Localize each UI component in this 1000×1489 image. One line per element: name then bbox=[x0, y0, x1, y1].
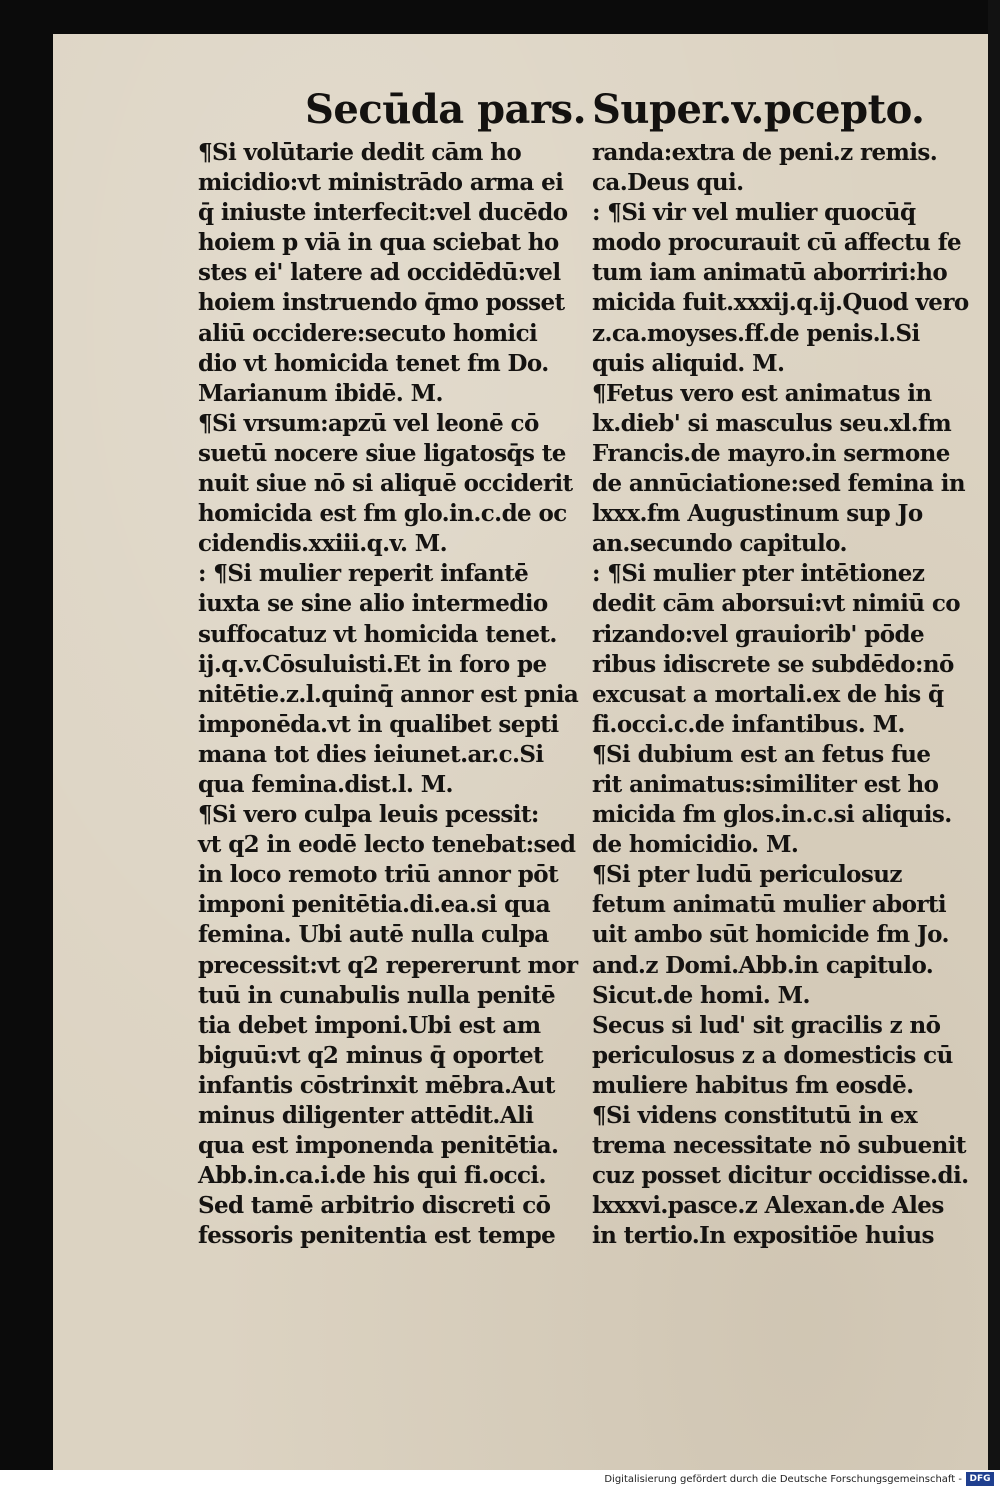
text-line: vt q2 in eodē lecto tenebat:sed bbox=[198, 831, 576, 859]
text-line: stes ei' latere ad occidēdū:vel bbox=[198, 259, 561, 287]
text-line: in loco remoto triū annor pōt bbox=[198, 861, 558, 889]
text-line: nitētie.z.l.quinq̄ annor est pnia bbox=[198, 680, 579, 708]
text-line: ¶Si vrsum:apzū vel leonē cō bbox=[198, 409, 539, 437]
text-line: Francis.de mayro.in sermone bbox=[592, 439, 950, 467]
text-line: cuz posset dicitur occidisse.di. bbox=[592, 1162, 969, 1190]
text-line: Sicut.de homi. M. bbox=[592, 981, 810, 1009]
text-line: quis aliquid. M. bbox=[592, 349, 785, 377]
text-line: suffocatuz vt homicida tenet. bbox=[198, 620, 557, 648]
text-line: ¶Si pter ludū periculosuz bbox=[592, 861, 902, 889]
text-line: tia debet imponi.Ubi est am bbox=[198, 1011, 541, 1039]
text-line: rit animatus:similiter est ho bbox=[592, 770, 939, 798]
text-line: uit ambo sūt homicide fm Jo. bbox=[592, 921, 949, 949]
text-line: minus diligenter attēdit.Ali bbox=[198, 1102, 534, 1129]
text-line: imponēda.vt in qualibet septi bbox=[198, 710, 559, 738]
text-line: qua femina.dist.l. M. bbox=[198, 770, 453, 798]
text-line: an.secundo capitulo. bbox=[592, 530, 847, 558]
text-line: periculosus z a domesticis cū bbox=[592, 1041, 953, 1069]
text-line: lxxx.fm Augustinum sup Jo bbox=[592, 500, 923, 528]
text-line: tuū in cunabulis nulla penitē bbox=[198, 981, 555, 1009]
text-line: homicida est fm glo.in.c.de oc bbox=[198, 500, 567, 528]
text-line: micida fm glos.in.c.si aliquis. bbox=[592, 801, 952, 829]
text-line: lx.dieb' si masculus seu.xl.fm bbox=[592, 409, 952, 437]
text-line: suetū nocere siue ligatosq̄s te bbox=[198, 439, 566, 467]
text-line: aliū occidere:secuto homici bbox=[198, 319, 538, 347]
text-line: q̄ iniuste interfecit:vel ducēdo bbox=[198, 199, 568, 227]
footer-bar bbox=[0, 1470, 1000, 1489]
text-line: in tertio.In expositiōe huius bbox=[592, 1222, 934, 1250]
text-line: iuxta se sine alio intermedio bbox=[198, 590, 548, 618]
text-line: tum iam animatū aborriri:ho bbox=[592, 259, 948, 287]
text-line: z.ca.moyses.ff.de penis.l.Si bbox=[592, 319, 920, 347]
text-line: qua est imponenda penitētia. bbox=[198, 1132, 559, 1160]
text-line: biguū:vt q2 minus q̄ oportet bbox=[198, 1041, 544, 1069]
running-head-left: Secūda pars. bbox=[305, 86, 586, 133]
text-line: rizando:vel grauiorib' pōde bbox=[592, 620, 925, 648]
text-line: precessit:vt q2 repererunt mor bbox=[198, 951, 578, 979]
text-line: dedit cām aborsui:vt nimiū co bbox=[592, 590, 960, 618]
text-line: trema necessitate nō subuenit bbox=[592, 1132, 966, 1160]
text-line: Sed tamē arbitrio discreti cō bbox=[198, 1192, 551, 1220]
text-line: hoiem p viā in qua sciebat ho bbox=[198, 229, 559, 257]
text-line: and.z Domi.Abb.in capitulo. bbox=[592, 951, 934, 979]
text-line: excusat a mortali.ex de his q̄ bbox=[592, 680, 944, 708]
text-line: muliere habitus fm eosdē. bbox=[592, 1071, 914, 1099]
text-line: lxxxvi.pasce.z Alexan.de Ales bbox=[592, 1192, 944, 1220]
text-line: Abb.in.ca.i.de his qui fi.occi. bbox=[198, 1162, 546, 1190]
running-head-right: Super.v.pcepto. bbox=[592, 86, 925, 133]
text-line: : ¶Si mulier pter intētionez bbox=[592, 560, 925, 588]
text-line: ¶Si vero culpa leuis pcessit: bbox=[198, 801, 539, 829]
text-line: ribus idiscrete se subdēdo:nō bbox=[592, 650, 954, 678]
text-line: fetum animatū mulier aborti bbox=[592, 891, 947, 919]
text-line: modo procurauit cū affectu fe bbox=[592, 229, 962, 257]
text-line: Secus si lud' sit gracilis z nō bbox=[592, 1011, 941, 1039]
text-line: randa:extra de peni.z remis. bbox=[592, 139, 938, 166]
dfg-logo: DFG bbox=[966, 1472, 994, 1486]
text-line: ca.Deus qui. bbox=[592, 169, 744, 197]
text-line: de homicidio. M. bbox=[592, 831, 799, 859]
left-text-column bbox=[198, 138, 588, 1251]
text-line: mana tot dies ieiunet.ar.c.Si bbox=[198, 740, 544, 768]
scan-edge bbox=[988, 0, 1000, 1470]
text-line: ¶Fetus vero est animatus in bbox=[592, 379, 932, 407]
text-line: ij.q.v.Cōsuluisti.Et in foro pe bbox=[198, 650, 547, 678]
text-line: cidendis.xxiii.q.v. M. bbox=[198, 530, 448, 558]
text-line: Marianum ibidē. M. bbox=[198, 379, 443, 407]
text-line: micida fuit.xxxij.q.ij.Quod vero bbox=[592, 289, 969, 317]
text-line: ¶Si dubium est an fetus fue bbox=[592, 740, 931, 768]
text-line: dio vt homicida tenet fm Do. bbox=[198, 349, 549, 377]
text-line: nuit siue nō si aliquē occiderit bbox=[198, 470, 573, 498]
footer-credit: Digitalisierung gefördert durch die Deutsche Forschungsgemeinschaft - bbox=[604, 1474, 962, 1485]
text-line: fessoris penitentia est tempe bbox=[198, 1222, 556, 1250]
text-line: fi.occi.c.de infantibus. M. bbox=[592, 710, 905, 738]
right-text-column bbox=[592, 138, 987, 1251]
text-line: : ¶Si vir vel mulier quocūq̄ bbox=[592, 199, 916, 227]
text-line: de annūciatione:sed femina in bbox=[592, 470, 965, 498]
text-line: hoiem instruendo q̄mo posset bbox=[198, 289, 565, 317]
text-line: infantis cōstrinxit mēbra.Aut bbox=[198, 1071, 555, 1099]
text-line: : ¶Si mulier reperit infantē bbox=[198, 560, 529, 588]
text-line: ¶Si volūtarie dedit cām ho bbox=[198, 139, 522, 166]
text-line: femina. Ubi autē nulla culpa bbox=[198, 921, 549, 949]
text-line: imponi penitētia.di.ea.si qua bbox=[198, 891, 551, 919]
text-line: ¶Si videns constitutū in ex bbox=[592, 1102, 918, 1129]
text-line: micidio:vt ministrādo arma ei bbox=[198, 169, 564, 197]
